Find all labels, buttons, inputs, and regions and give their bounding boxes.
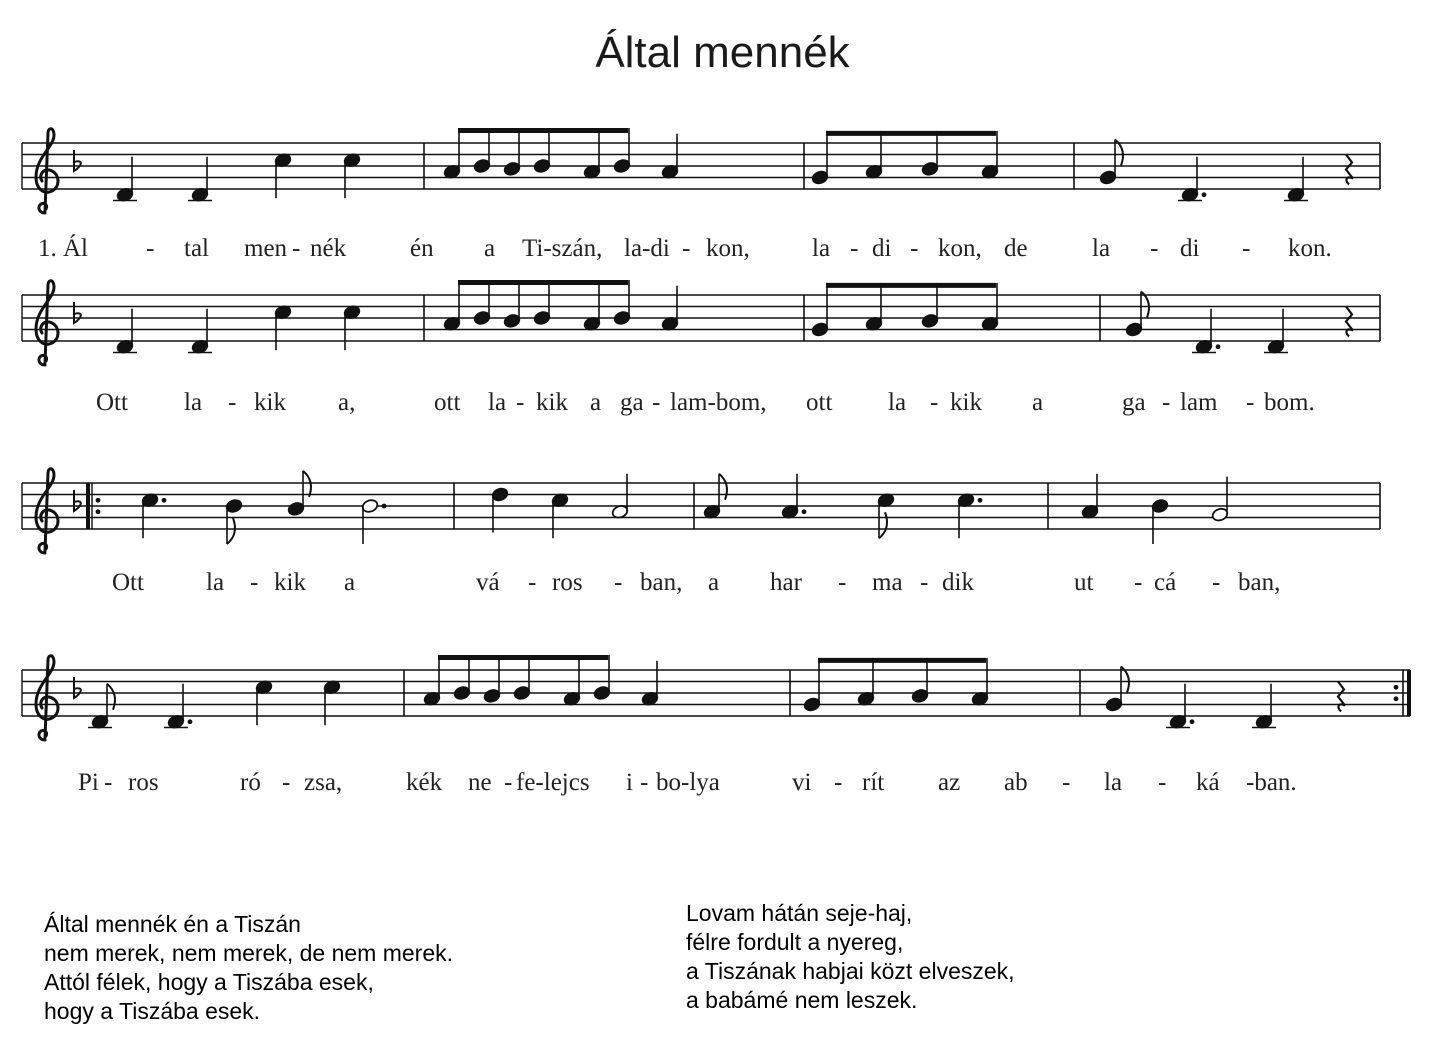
augmentation-dot: [162, 498, 167, 503]
lyric-syllable: -: [682, 235, 691, 262]
beam: [826, 283, 996, 288]
beam: [826, 131, 996, 136]
lyric-syllable: kik: [274, 569, 306, 596]
lyric-syllable: kik: [536, 389, 568, 416]
lyric-syllable: ott: [806, 389, 833, 416]
lyric-syllable: la: [1092, 235, 1111, 262]
lyric-syllable: az: [938, 769, 961, 796]
lyric-syllable: ga: [620, 389, 644, 416]
note-flag: [107, 684, 115, 710]
song-title: Által mennék: [595, 28, 850, 77]
verse-line: félre fordult a nyereg,: [686, 929, 904, 955]
lyric-syllable: -: [1062, 769, 1071, 796]
lyric-syllable: -: [1150, 235, 1159, 262]
augmentation-dot: [802, 509, 807, 514]
lyric-syllable: a: [590, 389, 602, 416]
lyric-syllable: kék: [406, 769, 443, 796]
lyric-syllable: -: [282, 769, 291, 796]
repeat-dot: [1394, 685, 1399, 690]
lyric-syllable: Ott: [96, 389, 128, 416]
lyric-syllable: -: [228, 389, 237, 416]
repeat-dot: [96, 509, 101, 514]
lyric-syllable: i: [626, 769, 633, 796]
verse-line: Lovam hátán seje-haj,: [686, 900, 913, 926]
lyric-syllable: nék: [310, 235, 347, 262]
lyric-syllable: -: [504, 769, 513, 796]
lyric-syllable: -: [1158, 769, 1167, 796]
lyric-syllable: la: [206, 569, 225, 596]
augmentation-dot: [382, 504, 387, 509]
lyric-syllable: ká: [1196, 769, 1220, 796]
lyric-syllable: tal: [184, 235, 209, 262]
augmentation-dot: [1216, 344, 1221, 349]
beam: [458, 128, 628, 133]
verse-block-2: [686, 899, 1015, 1015]
lyric-syllable: -: [910, 235, 919, 262]
lyric-syllable: la: [888, 389, 907, 416]
lyric-syllable: Ott: [112, 569, 144, 596]
lyric-syllable: a: [1032, 389, 1044, 416]
verse-line: hogy a Tiszába esek.: [44, 998, 261, 1024]
quarter-rest-icon: [1346, 155, 1353, 185]
lyric-syllable: -: [834, 769, 843, 796]
treble-clef-icon: [36, 656, 58, 740]
lyric-syllable: Ti-szán,: [522, 235, 603, 262]
staff-system-1: [22, 128, 1380, 213]
lyric-syllable: -: [1242, 235, 1251, 262]
lyric-syllable: la: [1104, 769, 1123, 796]
lyrics-system-1: [38, 234, 1332, 262]
flat-icon: [74, 677, 81, 698]
verse-block-1: [44, 910, 453, 1026]
lyric-syllable: -: [250, 569, 259, 596]
quarter-rest-icon: [1338, 682, 1345, 712]
lyric-syllable: cá: [1154, 569, 1177, 596]
lyric-syllable: lam-bom,: [670, 389, 767, 416]
lyric-syllable: ros: [128, 769, 159, 796]
lyric-syllable: la: [184, 389, 203, 416]
lyric-syllable: kon,: [706, 235, 750, 262]
lyric-syllable: Pi: [78, 769, 99, 796]
lyric-syllable: men: [244, 235, 288, 262]
lyric-syllable: én: [410, 235, 434, 262]
lyric-syllable: ut: [1074, 569, 1094, 596]
verse-line: Által mennék én a Tiszán: [44, 911, 301, 937]
lyrics-system-3: [112, 569, 1280, 596]
lyric-syllable: vi: [792, 769, 812, 796]
lyric-syllable: -: [1162, 389, 1171, 416]
flat-icon: [74, 150, 81, 171]
treble-clef-icon: [36, 281, 58, 365]
flat-icon: [74, 302, 81, 323]
augmentation-dot: [978, 498, 983, 503]
lyric-syllable: ban,: [640, 569, 683, 596]
verse-line: nem merek, nem merek, de nem merek.: [44, 940, 454, 966]
augmentation-dot: [1190, 719, 1195, 724]
lyric-syllable: ga: [1122, 389, 1146, 416]
beam: [818, 658, 986, 663]
augmentation-dot: [188, 719, 193, 724]
lyric-syllable: -: [930, 389, 939, 416]
note-flag: [719, 474, 727, 500]
verse-line: Attól félek, hogy a Tiszába esek,: [44, 969, 374, 995]
lyric-syllable: ne: [468, 769, 492, 796]
lyric-syllable: dik: [942, 569, 974, 596]
lyric-syllable: bom.: [1264, 389, 1315, 416]
lyric-syllable: ros: [552, 569, 583, 596]
lyric-syllable: di: [1180, 235, 1200, 262]
lyric-syllable: zsa,: [304, 769, 343, 796]
staff-system-3: [22, 469, 1380, 553]
lyric-syllable: di: [872, 235, 892, 262]
lyric-syllable: -: [614, 569, 623, 596]
beam: [438, 655, 608, 660]
staff-system-2: [22, 280, 1380, 365]
treble-clef-icon: [36, 469, 58, 553]
staff-system-4: [22, 655, 1411, 740]
lyric-syllable: de: [1004, 235, 1028, 262]
lyric-syllable: vá: [476, 569, 500, 596]
lyric-syllable: -: [104, 769, 113, 796]
lyric-syllable: lam: [1180, 389, 1218, 416]
lyric-syllable: -: [850, 235, 859, 262]
lyric-syllable: la-di: [624, 235, 670, 262]
lyric-syllable: -: [920, 569, 929, 596]
lyric-syllable: bo-lya: [656, 769, 720, 796]
lyric-syllable: ott: [434, 389, 461, 416]
lyric-syllable: a,: [338, 389, 356, 416]
lyric-syllable: -: [292, 235, 301, 262]
note-flag: [879, 512, 887, 538]
lyric-syllable: la: [812, 235, 831, 262]
lyric-syllable: 1. Ál: [38, 235, 88, 262]
lyric-syllable: -: [1134, 569, 1143, 596]
lyric-syllable: ma: [872, 569, 903, 596]
lyric-syllable: kik: [254, 389, 286, 416]
lyric-syllable: -: [146, 235, 155, 262]
lyric-syllable: kik: [950, 389, 982, 416]
verse-line: a Tiszának habjai közt elveszek,: [686, 958, 1015, 984]
lyrics-system-2: [96, 389, 1315, 416]
lyric-syllable: -ban.: [1246, 769, 1297, 796]
lyric-syllable: fe-lejcs: [516, 769, 590, 796]
repeat-dot: [1394, 696, 1399, 701]
lyric-syllable: ró: [240, 769, 261, 796]
lyric-syllable: ban,: [1238, 569, 1281, 596]
final-barline: [1407, 670, 1411, 716]
lyric-syllable: -: [652, 389, 661, 416]
lyric-syllable: -: [838, 569, 847, 596]
lyric-syllable: -: [1212, 569, 1221, 596]
lyric-syllable: a: [484, 235, 496, 262]
lyrics-system-4: [78, 769, 1297, 796]
lyric-syllable: -: [516, 389, 525, 416]
beam: [458, 280, 628, 285]
quarter-rest-icon: [1346, 307, 1353, 337]
note-flag: [227, 518, 235, 544]
lyric-syllable: -: [528, 569, 537, 596]
lyric-syllable: -: [1246, 389, 1255, 416]
lyric-syllable: rít: [862, 769, 885, 796]
repeat-barline: [86, 483, 90, 529]
lyric-syllable: la: [488, 389, 507, 416]
lyric-syllable: har: [770, 569, 802, 596]
lyric-syllable: a: [708, 569, 720, 596]
treble-clef-icon: [36, 129, 58, 213]
lyric-syllable: -: [640, 769, 649, 796]
lyric-syllable: kon,: [938, 235, 982, 262]
lyric-syllable: ab: [1004, 769, 1028, 796]
repeat-dot: [96, 498, 101, 503]
verse-line: a babámé nem leszek.: [686, 987, 918, 1013]
flat-icon: [74, 490, 81, 511]
lyric-syllable: kon.: [1288, 235, 1332, 262]
lyric-syllable: a: [344, 569, 356, 596]
augmentation-dot: [1202, 192, 1207, 197]
note-flag: [303, 471, 311, 497]
